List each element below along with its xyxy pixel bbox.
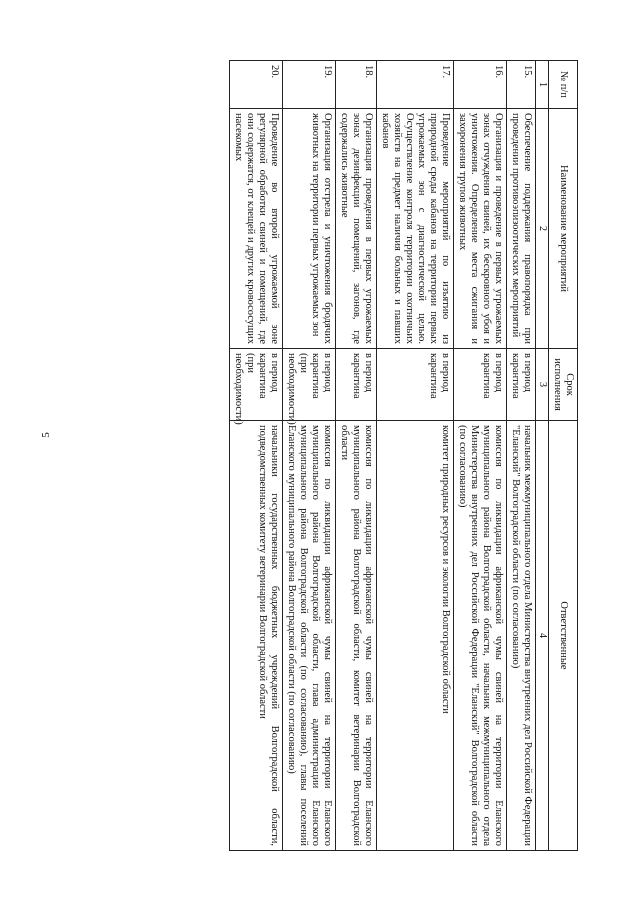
column-number: 1 [536, 61, 549, 109]
row-action: Организация и проведение в первых угрожаемых зонах отчуждения свиней, их бескровного убоя и уничтожения. Определение места сжигания и захоронения трупов животных [454, 109, 507, 349]
row-action: Организация отстрела и уничтожения бродячих животных на территории первых угрожаемых зон [283, 109, 336, 349]
column-number-row [536, 61, 549, 851]
row-term: в период карантина [454, 349, 507, 421]
row-action: Организация проведения в первых угрожаемых зонах дезинфекции помещений, загонов, где содержались животные [336, 109, 377, 349]
row-term: в период карантина [336, 349, 377, 421]
header-term: Срок исполнения [549, 349, 578, 421]
row-term: в период карантина [507, 349, 536, 421]
row-responsible: начальник межмуниципального отдела Министерства внутренних дел Российской Федерации "Еланский" Волгоградской области (по согласованию) [507, 421, 536, 851]
column-number: 4 [536, 421, 549, 851]
header-row [549, 61, 578, 851]
row-number: 16. [454, 61, 507, 109]
column-number: 3 [536, 349, 549, 421]
row-responsible: комитет природных ресурсов и экологии Волгоградской области [377, 421, 454, 851]
row-responsible: комиссия по ликвидации африканской чумы свиней на территории Еланского муниципального района Волгоградской области, начальник межмуниципального отдела Министерства внутренних дел Российской Федерации "Еланский" Волгоградской области (по согласованию) [454, 421, 507, 851]
row-number: 18. [336, 61, 377, 109]
table-row [507, 61, 536, 851]
column-number: 2 [536, 109, 549, 349]
row-responsible: комиссия по ликвидации африканской чумы свиней на территории Еланского муниципального района Волгоградской области, глава администрации Еланского муниципального района Волгоградской области (по согласованию), главы поселений Еланского муниципального района Волгоградской области (по согласованию) [283, 421, 336, 851]
row-action: Обеспечение поддержания правопорядка при проведении противоэпизоотических мероприятий [507, 109, 536, 349]
row-number: 15. [507, 61, 536, 109]
header-responsible: Ответственные [549, 421, 578, 851]
page-number: 5 [40, 432, 52, 438]
row-responsible: начальники государственных бюджетных учреждений Волгоградской области, подведомственных комитету ветеринарии Волгоградской области [230, 421, 283, 851]
header-action: Наименование мероприятий [549, 109, 578, 349]
row-term: в период карантина (при необходимости) [283, 349, 336, 421]
row-action: Проведение во второй угрожаемой зоне регулярной обработки свиней и помещений, где они содержатся, от клещей и других кровососущих насекомых [230, 109, 283, 349]
table-row [454, 61, 507, 851]
row-responsible: комиссия по ликвидации африканской чумы свиней на территории Еланского муниципального района Волгоградской области, комитет ветеринарии Волгоградской области [336, 421, 377, 851]
row-term: в период карантина (при необходимости) [230, 349, 283, 421]
row-number: 19. [283, 61, 336, 109]
row-term: в период карантина [377, 349, 454, 421]
measures-table [229, 60, 578, 851]
document-sheet [58, 60, 578, 850]
header-num: № п/п [549, 61, 578, 109]
table-row [230, 61, 283, 851]
row-number: 20. [230, 61, 283, 109]
table-row [283, 61, 336, 851]
table-row [336, 61, 377, 851]
row-number: 17. [377, 61, 454, 109]
row-action: Проведение мероприятий по изъятию из природной среды кабанов на территории первых угрожаемых зон с диагностической целью. Осуществление контроля территории охотничьих хозяйств на предмет наличия больных и павших кабанов [377, 109, 454, 349]
table-row [377, 61, 454, 851]
